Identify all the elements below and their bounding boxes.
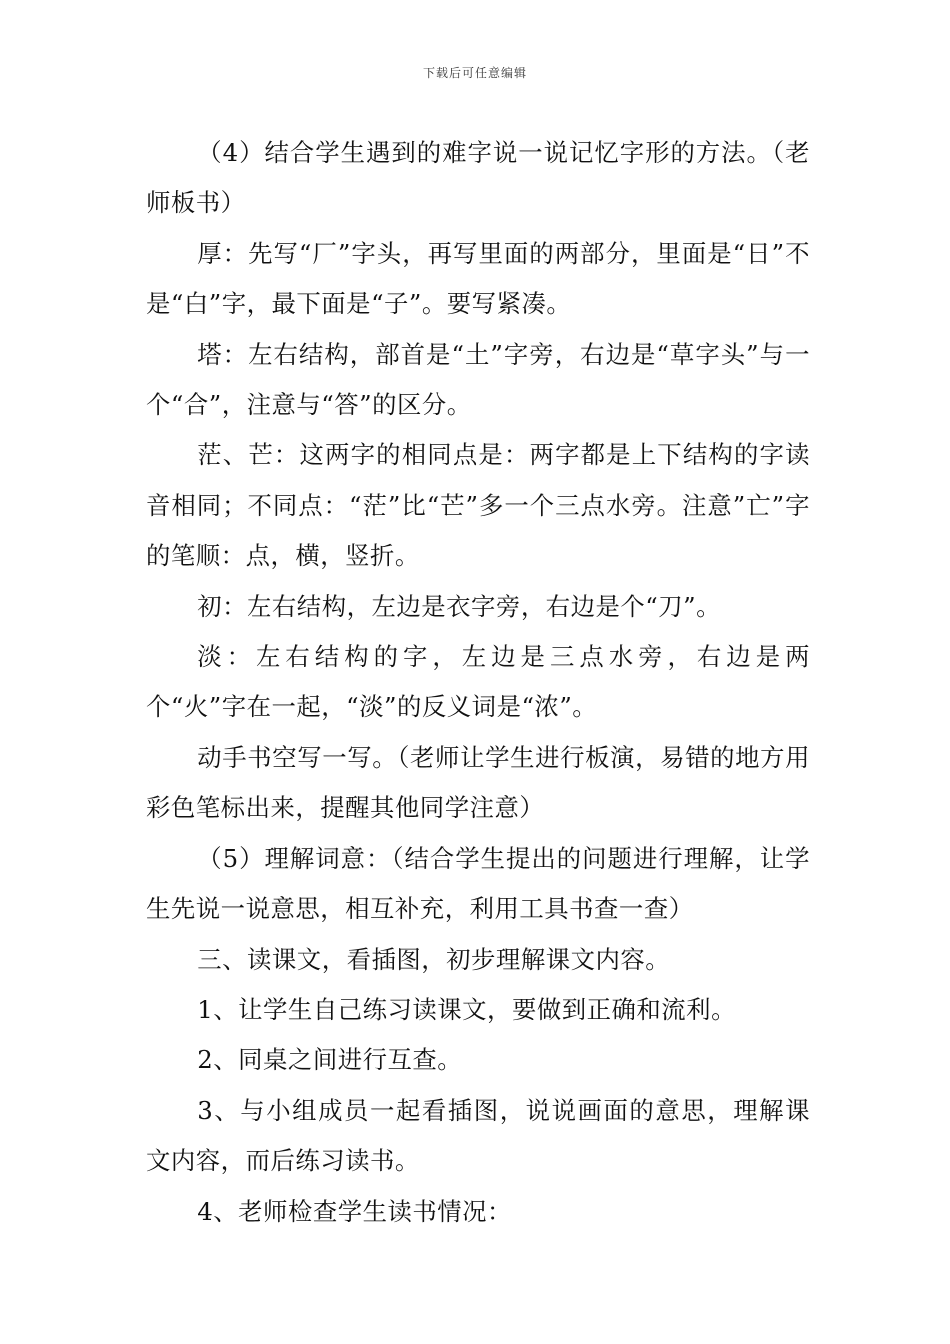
section-heading-reading: 三、读课文，看插图，初步理解课文内容。 [197,944,671,974]
paragraph-mang: 茫、芒：这两字的相同点是：两字都是上下结构的字读音相同；不同点：“茫”比“芒”多一个三点水旁。注意”亡”字的笔顺：点，横，竖折。 [146,440,810,571]
paragraph-dan: 淡：左右结构的字，左边是三点水旁，右边是两个“火”字在一起，“淡”的反义词是“浓”。 [146,642,810,722]
paragraph-ta: 塔：左右结构，部首是“土”字旁，右边是“草字头”与一个“合”，注意与“答”的区分。 [146,339,810,420]
list-item-4: 4、老师检查学生读书情况： [197,1196,512,1226]
paragraph-word-meaning: （5）理解词意：（结合学生提出的问题进行理解，让学生先说一说意思，相互补充，利用工具书查一查） [146,843,810,924]
document-body [146,128,810,1237]
list-item-2: 2、同桌之间进行互查。 [197,1045,463,1075]
paragraph-hou: 厚：先写“厂”字头，再写里面的两部分，里面是“日”不是“白”字，最下面是“子”。要写紧凑。 [146,238,810,319]
list-item-3: 3、与小组成员一起看插图，说说画面的意思，理解课文内容，而后练习读书。 [146,1095,810,1176]
paragraph-writing-practice: 动手书空写一写。（老师让学生进行板演，易错的地方用彩色笔标出来，提醒其他同学注意） [146,742,810,823]
list-item-1: 1、让学生自己练习读课文，要做到正确和流利。 [197,994,736,1024]
paragraph-chu: 初：左右结构，左边是衣字旁，右边是个“刀”。 [197,591,721,621]
page-header: 下载后可任意编辑 [422,66,527,80]
paragraph-memory-methods: （4）结合学生遇到的难字说一说记忆字形的方法。（老师板书） [146,138,810,218]
